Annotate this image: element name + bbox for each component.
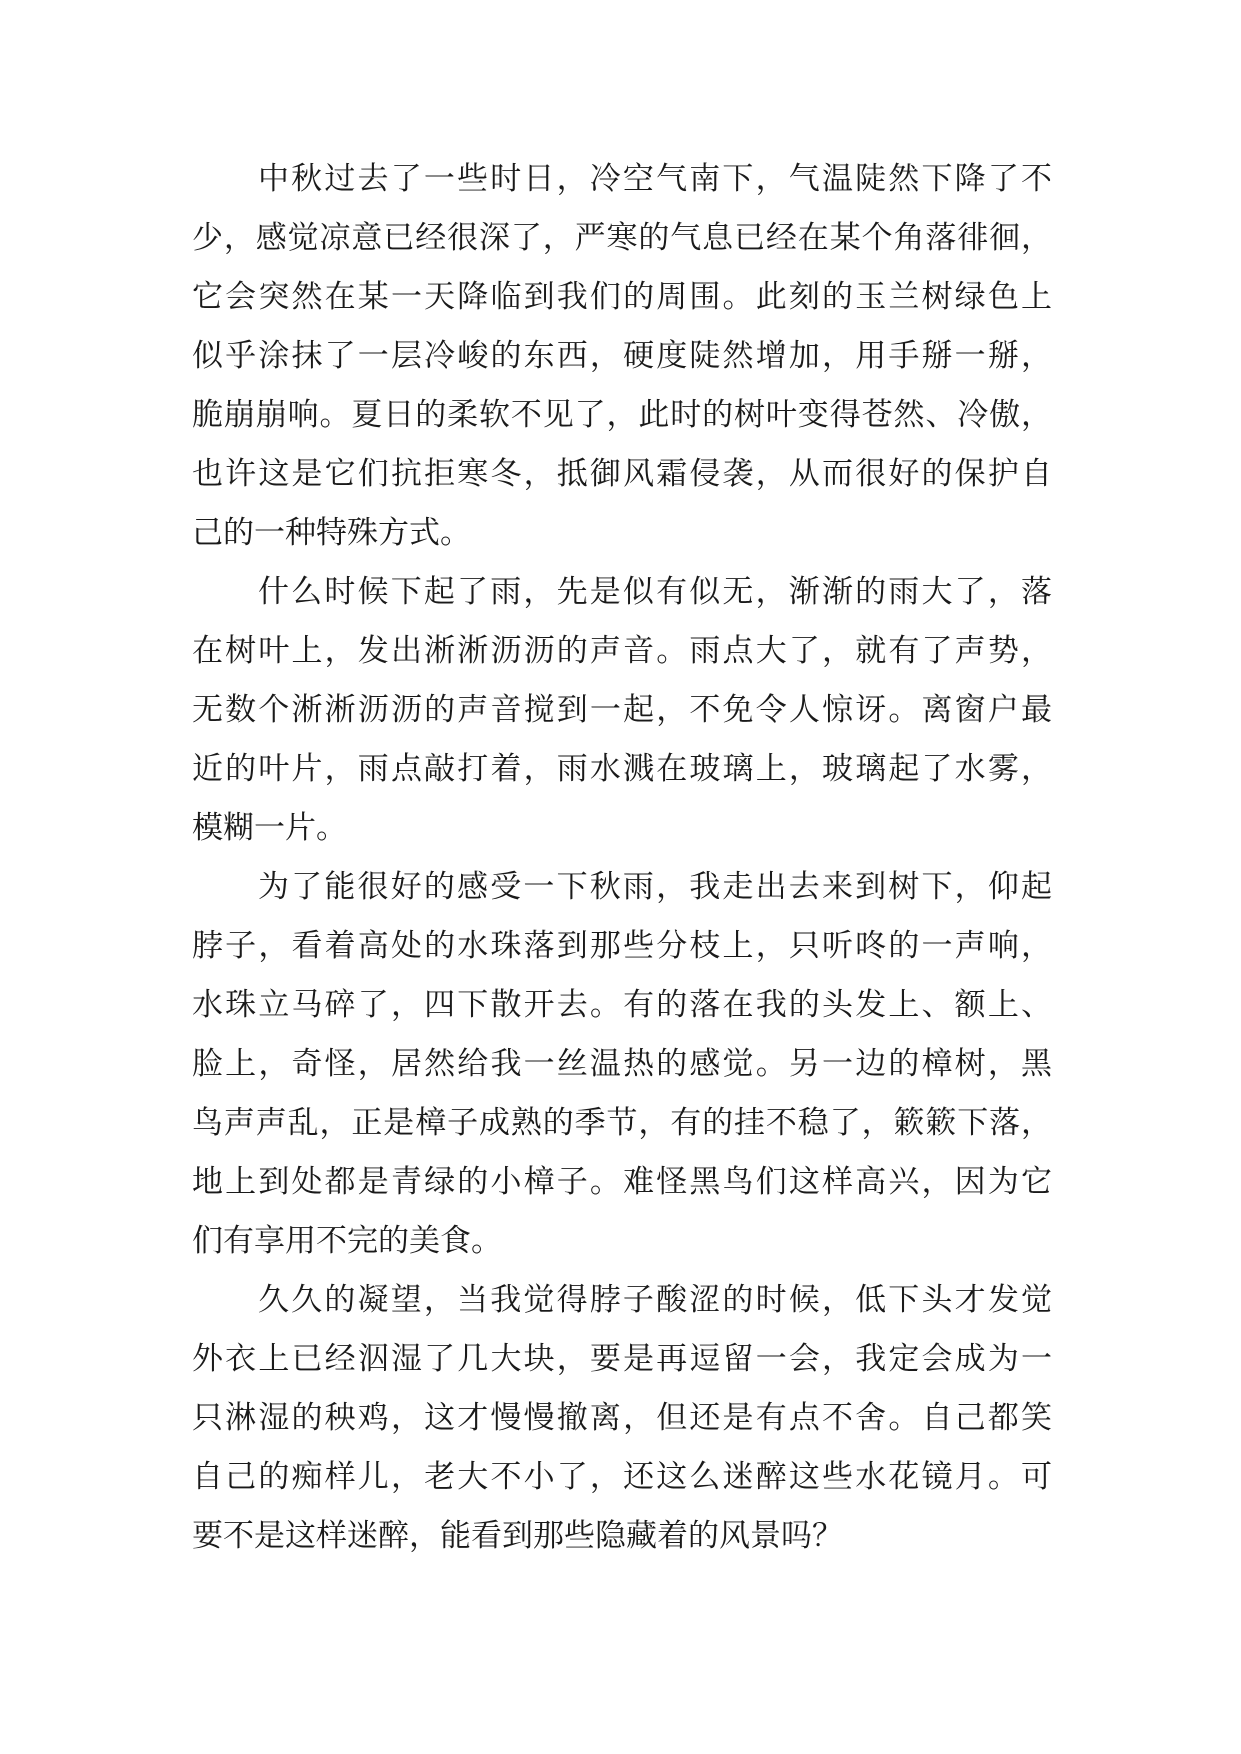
paragraph-1 <box>192 150 1052 563</box>
paragraph-line: 近的叶片，雨点敲打着，雨水溅在玻璃上，玻璃起了水雾， <box>192 751 1052 787</box>
document-body <box>192 150 1052 1566</box>
paragraph-line: 自己的痴样儿，老大不小了，还这么迷醉这些水花镜月。可 <box>192 1459 1052 1495</box>
paragraph-3 <box>192 858 1052 1271</box>
paragraph-line: 己的一种特殊方式。 <box>192 515 471 551</box>
paragraph-line: 鸟声声乱，正是樟子成熟的季节，有的挂不稳了，簌簌下落， <box>192 1105 1052 1141</box>
paragraph-line: 无数个淅淅沥沥的声音搅到一起，不免令人惊讶。离窗户最 <box>192 692 1052 728</box>
paragraph-line: 它会突然在某一天降临到我们的周围。此刻的玉兰树绿色上 <box>192 279 1052 315</box>
paragraph-line: 模糊一片。 <box>192 810 347 846</box>
paragraph-line: 只淋湿的秧鸡，这才慢慢撤离，但还是有点不舍。自己都笑 <box>192 1400 1052 1436</box>
paragraph-line: 久久的凝望，当我觉得脖子酸涩的时候，低下头才发觉 <box>258 1282 1052 1318</box>
paragraph-line: 脖子，看着高处的水珠落到那些分枝上，只听咚的一声响， <box>192 928 1052 964</box>
paragraph-2 <box>192 563 1052 858</box>
paragraph-line: 似乎涂抹了一层冷峻的东西，硬度陡然增加，用手掰一掰， <box>192 338 1052 374</box>
paragraph-line: 什么时候下起了雨，先是似有似无，渐渐的雨大了，落 <box>258 574 1052 610</box>
paragraph-line: 脸上，奇怪，居然给我一丝温热的感觉。另一边的樟树，黑 <box>192 1046 1052 1082</box>
paragraph-line: 中秋过去了一些时日，冷空气南下，气温陡然下降了不 <box>258 161 1052 197</box>
paragraph-line: 脆崩崩响。夏日的柔软不见了，此时的树叶变得苍然、冷傲， <box>192 397 1052 433</box>
paragraph-line: 也许这是它们抗拒寒冬，抵御风霜侵袭，从而很好的保护自 <box>192 456 1052 492</box>
paragraph-line: 外衣上已经泅湿了几大块，要是再逗留一会，我定会成为一 <box>192 1341 1052 1377</box>
paragraph-line: 在树叶上，发出淅淅沥沥的声音。雨点大了，就有了声势， <box>192 633 1052 669</box>
paragraph-line: 地上到处都是青绿的小樟子。难怪黑鸟们这样高兴，因为它 <box>192 1164 1052 1200</box>
paragraph-line: 们有享用不完的美食。 <box>192 1223 502 1259</box>
paragraph-line: 少，感觉凉意已经很深了，严寒的气息已经在某个角落徘徊， <box>192 220 1052 256</box>
paragraph-line: 要不是这样迷醉，能看到那些隐藏着的风景吗？ <box>192 1518 843 1554</box>
paragraph-4 <box>192 1271 1052 1566</box>
paragraph-line: 水珠立马碎了，四下散开去。有的落在我的头发上、额上、 <box>192 987 1052 1023</box>
paragraph-line: 为了能很好的感受一下秋雨，我走出去来到树下，仰起 <box>258 869 1052 905</box>
